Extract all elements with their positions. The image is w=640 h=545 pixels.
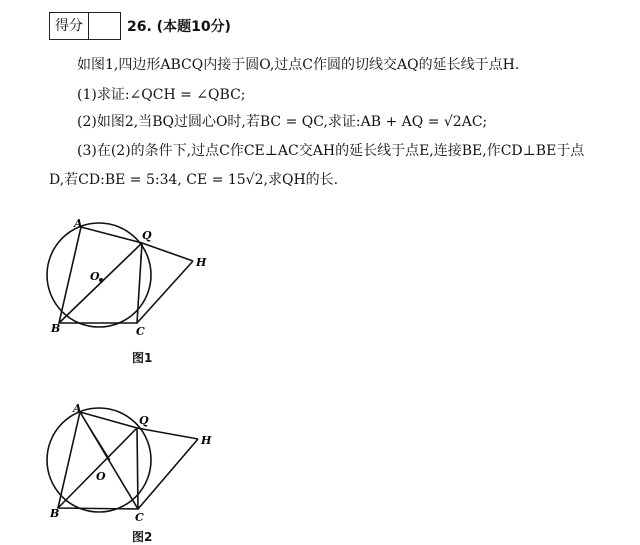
problem-part-1: (1)求证:∠QCH = ∠QBC; [77, 87, 246, 103]
figure-2-label-b: B [50, 507, 60, 520]
figure-1-label-o: O [90, 270, 100, 283]
figure-2-tangent-ch [138, 439, 198, 509]
figure-2-label-a: A [73, 402, 82, 415]
figure-1-label-b: B [51, 322, 61, 335]
score-box [49, 12, 121, 40]
figure-2-label-q: Q [139, 414, 149, 427]
figure-2-label-h: H [201, 434, 212, 447]
figure-1-quadrilateral [59, 227, 142, 323]
figure-1-tangent-ch [137, 261, 193, 323]
score-blank-field[interactable] [89, 13, 120, 39]
figure-1-diagonal-bq [59, 243, 142, 323]
figure-2-diagram [40, 400, 230, 530]
figure-1-line-qh [142, 243, 193, 261]
figure-2-caption: 图2 [132, 530, 153, 544]
figure-2-label-c: C [135, 511, 144, 524]
figure-1-diagram [40, 215, 230, 345]
problem-part-2: (2)如图2,当BQ过圆心O时,若BC = QC,求证:AB + AQ = √2AC; [77, 114, 488, 130]
figure-1-center-dot [99, 278, 103, 282]
figure-2-circle [47, 408, 151, 512]
figure-2-label-o: O [96, 470, 106, 483]
problem-part-3-line-2: D,若CD:BE = 5:34, CE = 15√2,求QH的长. [49, 172, 339, 188]
figure-1-label-h: H [196, 256, 207, 269]
figure-1-caption: 图1 [132, 351, 153, 365]
figure-2-quadrilateral [58, 412, 138, 509]
figure-1-label-a: A [74, 217, 83, 230]
problem-statement: 如图1,四边形ABCQ内接于圆O,过点C作圆的切线交AQ的延长线于点H. [77, 57, 520, 73]
problem-part-3-line-1: (3)在(2)的条件下,过点C作CE⊥AC交AH的延长线于点E,连接BE,作CD⊥BE于点 [77, 143, 585, 159]
figure-1-label-q: Q [142, 229, 152, 242]
problem-header: 26. (本题10分) [127, 19, 231, 35]
figure-1-label-c: C [136, 325, 145, 338]
score-label: 得分 [50, 13, 89, 39]
